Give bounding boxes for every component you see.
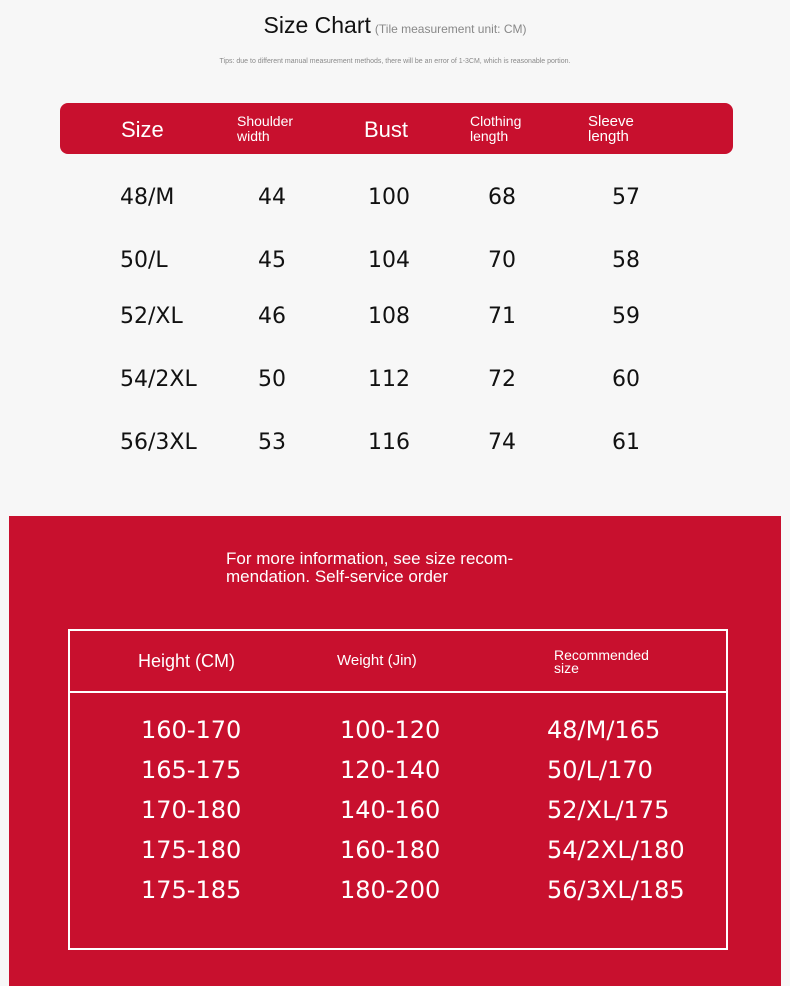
cell-recommended-size: 54/2XL/180 <box>547 836 685 864</box>
table-row <box>0 876 790 906</box>
cell-height: 175-185 <box>141 876 242 904</box>
page-title <box>0 12 790 39</box>
cell-recommended-size: 52/XL/175 <box>547 796 670 824</box>
header-size: Size <box>121 117 164 142</box>
cell-size: 48/M <box>120 185 175 210</box>
table-row <box>0 430 790 460</box>
cell-length: 72 <box>488 367 516 392</box>
cell-sleeve: 59 <box>612 304 640 329</box>
header-weight: Weight (Jin) <box>337 652 417 669</box>
header-sleeve-length: Sleeve length <box>588 113 634 145</box>
cell-bust: 104 <box>368 248 410 273</box>
measurement-tip: Tips: due to different manual measurement methods, there will be an error of 1-3CM, which is reasonable portion. <box>219 58 571 65</box>
header-clothing-length: Clothing length <box>470 113 522 144</box>
table-row <box>0 304 790 334</box>
header-bust: Bust <box>364 117 409 142</box>
cell-height: 170-180 <box>141 796 242 824</box>
cell-weight: 120-140 <box>340 756 441 784</box>
table-row <box>0 716 790 746</box>
table-row <box>0 367 790 397</box>
chart-title: Size Chart <box>263 12 371 38</box>
table-row <box>0 796 790 826</box>
table-row <box>0 185 790 215</box>
cell-weight: 100-120 <box>340 716 441 744</box>
cell-sleeve: 57 <box>612 185 640 210</box>
cell-sleeve: 58 <box>612 248 640 273</box>
cell-recommended-size: 48/M/165 <box>547 716 661 744</box>
cell-length: 70 <box>488 248 516 273</box>
table-row <box>0 836 790 866</box>
cell-bust: 100 <box>368 185 410 210</box>
cell-shoulder: 50 <box>258 367 286 392</box>
header-shoulder-width: Shoulder width <box>237 113 294 144</box>
cell-recommended-size: 56/3XL/185 <box>547 876 685 904</box>
cell-height: 160-170 <box>141 716 242 744</box>
cell-sleeve: 60 <box>612 367 640 392</box>
cell-length: 68 <box>488 185 516 210</box>
cell-size: 54/2XL <box>120 367 197 392</box>
cell-length: 71 <box>488 304 516 329</box>
unit-note: (Tile measurement unit: CM) <box>374 22 527 36</box>
cell-weight: 140-160 <box>340 796 441 824</box>
cell-bust: 112 <box>368 367 410 392</box>
cell-length: 74 <box>488 430 516 455</box>
cell-shoulder: 45 <box>258 248 286 273</box>
cell-height: 165-175 <box>141 756 242 784</box>
cell-weight: 160-180 <box>340 836 441 864</box>
cell-shoulder: 44 <box>258 185 286 210</box>
cell-bust: 116 <box>368 430 410 455</box>
header-recommended-size: Recommended size <box>554 647 649 676</box>
cell-weight: 180-200 <box>340 876 441 904</box>
recommendation-divider <box>68 691 728 693</box>
cell-recommended-size: 50/L/170 <box>547 756 653 784</box>
cell-shoulder: 46 <box>258 304 286 329</box>
recommendation-note: For more information, see size recom- mendation. Self-service order <box>226 549 514 586</box>
cell-shoulder: 53 <box>258 430 286 455</box>
cell-size: 52/XL <box>120 304 183 329</box>
cell-bust: 108 <box>368 304 410 329</box>
header-height: Height (CM) <box>138 651 236 671</box>
cell-size: 50/L <box>120 248 168 273</box>
cell-size: 56/3XL <box>120 430 197 455</box>
table-row <box>0 756 790 786</box>
cell-sleeve: 61 <box>612 430 640 455</box>
table-row <box>0 248 790 278</box>
cell-height: 175-180 <box>141 836 242 864</box>
